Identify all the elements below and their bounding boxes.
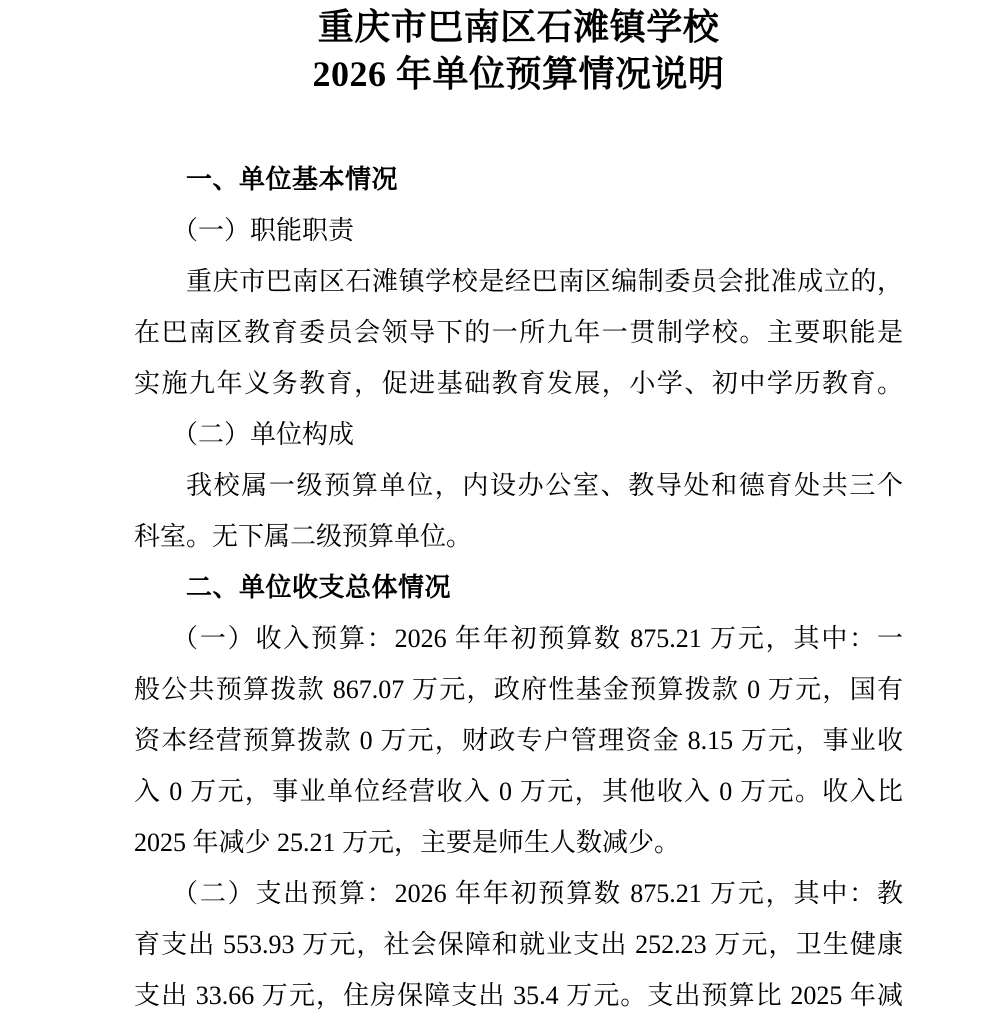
paragraph-line: 实施九年义务教育，促进基础教育发展，小学、初中学历教育。 — [134, 369, 903, 398]
subsection-heading: （一）职能职责 — [172, 216, 355, 245]
document-body — [134, 154, 903, 1021]
paragraph-line: （二）支出预算：2026 年年初预算数 875.21 万元，其中：教 — [172, 879, 903, 908]
paragraph-line: 资本经营预算拨款 0 万元，财政专户管理资金 8.15 万元，事业收 — [134, 726, 903, 755]
document-title-line1: 重庆市巴南区石滩镇学校 — [317, 7, 720, 47]
paragraph-line: 科室。无下属二级预算单位。 — [134, 522, 473, 551]
paragraph-line: 般公共预算拨款 867.07 万元，政府性基金预算拨款 0 万元，国有 — [134, 675, 903, 704]
paragraph-line: 重庆市巴南区石滩镇学校是经巴南区编制委员会批准成立的， — [186, 267, 903, 296]
section-heading-2: 二、单位收支总体情况 — [186, 572, 452, 602]
section-heading-1: 一、单位基本情况 — [186, 164, 399, 194]
paragraph-line: （一）收入预算：2026 年年初预算数 875.21 万元，其中：一 — [172, 624, 903, 653]
document-title-line2: 2026 年单位预算情况说明 — [312, 54, 725, 94]
paragraph-line: 2025 年减少 25.21 万元，主要是师生人数减少。 — [134, 828, 681, 857]
paragraph-line: 支出 33.66 万元，住房保障支出 35.4 万元。支出预算比 2025 年减 — [134, 981, 903, 1010]
paragraph-line: 我校属一级预算单位，内设办公室、教导处和德育处共三个 — [186, 471, 903, 500]
paragraph-line: 育支出 553.93 万元，社会保障和就业支出 252.23 万元，卫生健康 — [134, 930, 903, 959]
document-title — [134, 4, 903, 98]
paragraph-line: 在巴南区教育委员会领导下的一所九年一贯制学校。主要职能是 — [134, 318, 903, 347]
paragraph-line: 入 0 万元，事业单位经营收入 0 万元，其他收入 0 万元。收入比 — [134, 777, 903, 806]
subsection-heading: （二）单位构成 — [172, 420, 355, 449]
